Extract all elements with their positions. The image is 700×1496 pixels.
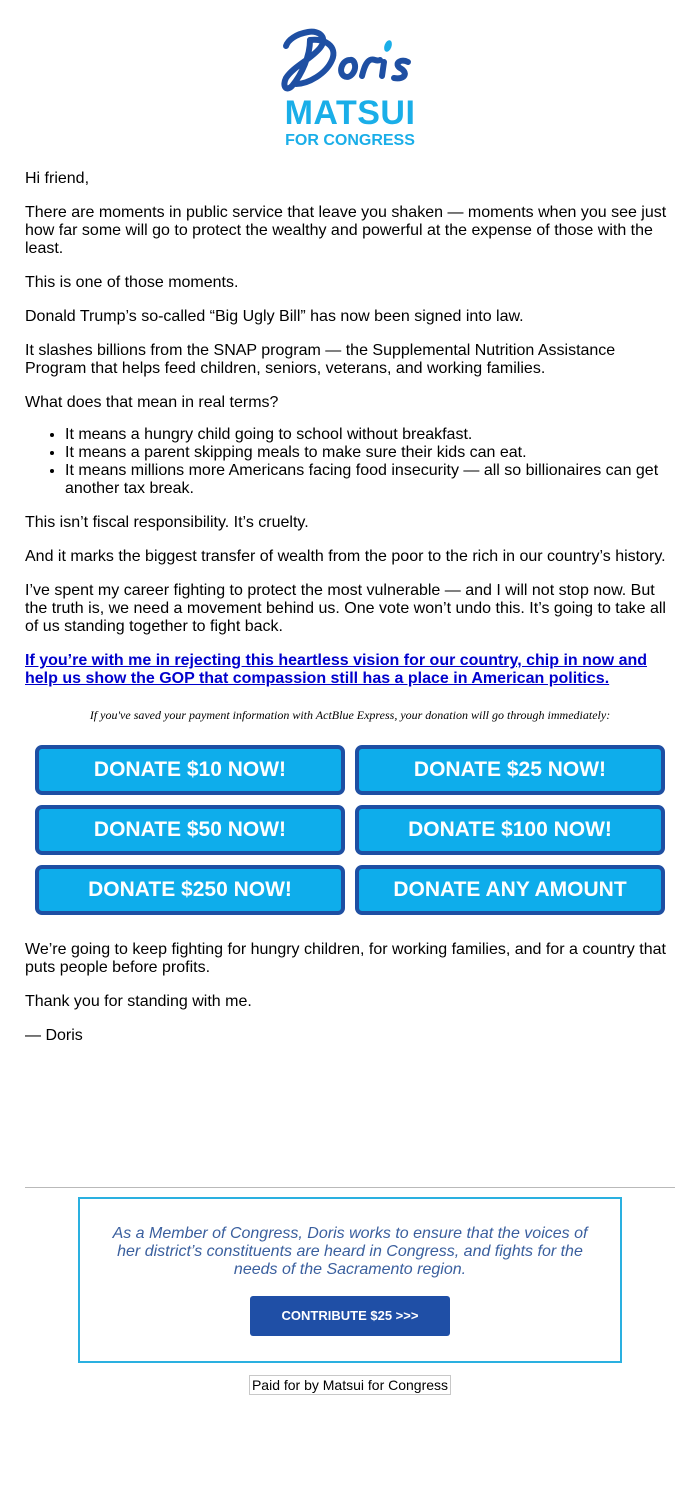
donate-100-button[interactable]: DONATE $100 NOW! [355,805,665,855]
donate-cta-link[interactable]: If you’re with me in rejecting this heartless vision for our country, chip in now and help us show the GOP that compassion still has a place in American politics. [25,652,648,687]
footer-text: As a Member of Congress, Doris works to ensure that the voices of her district’s constituents are heard in Congress, and fights for the needs of the Sacramento region. [112,1225,588,1278]
greeting: Hi friend, [25,170,90,187]
paragraph-3: Donald Trump’s so-called “Big Ugly Bill” has now been signed into law. [25,308,524,325]
campaign-logo[interactable] [270,26,430,152]
donate-10-button[interactable]: DONATE $10 NOW! [35,745,345,795]
logo-name: MATSUI [284,94,416,132]
signoff: — Doris [25,1027,83,1044]
paragraph-10: Thank you for standing with me. [25,993,252,1010]
footer-divider [25,1187,675,1188]
email-body [25,0,675,1395]
donate-250-button[interactable]: DONATE $250 NOW! [35,865,345,915]
doris-signature-logo [280,26,420,94]
donate-any-amount-button[interactable]: DONATE ANY AMOUNT [355,865,665,915]
paragraph-7: And it marks the biggest transfer of wealth from the poor to the rich in our country’s history. [25,548,666,565]
paragraph-4: It slashes billions from the SNAP program — the Supplemental Nutrition Assistance Program that helps feed children, seniors, veterans, and working families. [25,342,616,377]
paragraph-1: There are moments in public service that leave you shaken — moments when you see just how far some will go to protect the wealthy and powerful at the expense of those with the least. [25,204,667,257]
contribute-25-button[interactable]: CONTRIBUTE $25 >>> [250,1296,450,1336]
actblue-express-note: If you've saved your payment information with ActBlue Express, your donation will go through immediately: [89,708,611,722]
paragraph-9: We’re going to keep fighting for hungry children, for working families, and for a country that puts people before profits. [25,941,666,976]
paragraph-2: This is one of those moments. [25,274,239,291]
spacer [25,1061,675,1187]
paid-for-wrapper [25,1375,675,1395]
list-item: • It means millions more Americans facing food insecurity — all so billionaires can get another tax break. [65,462,675,498]
footer-box [78,1197,622,1363]
impact-list [25,426,675,498]
paragraph-5: What does that mean in real terms? [25,394,279,411]
paid-for-disclaimer: Paid for by Matsui for Congress [249,1375,451,1395]
list-item: • It means a parent skipping meals to make sure their kids can eat. [65,444,675,462]
paragraph-6: This isn’t fiscal responsibility. It’s cruelty. [25,514,309,531]
donate-25-button[interactable]: DONATE $25 NOW! [355,745,665,795]
donate-button-grid [25,745,675,915]
list-item: • It means a hungry child going to school without breakfast. [65,426,675,444]
paragraph-8: I’ve spent my career fighting to protect the most vulnerable — and I will not stop now. But the truth is, we need a movement behind us. One vote won’t undo this. It’s going to take all of us standing together to fight back. [25,582,666,635]
donate-50-button[interactable]: DONATE $50 NOW! [35,805,345,855]
logo-subtitle: FOR CONGRESS [285,132,415,149]
